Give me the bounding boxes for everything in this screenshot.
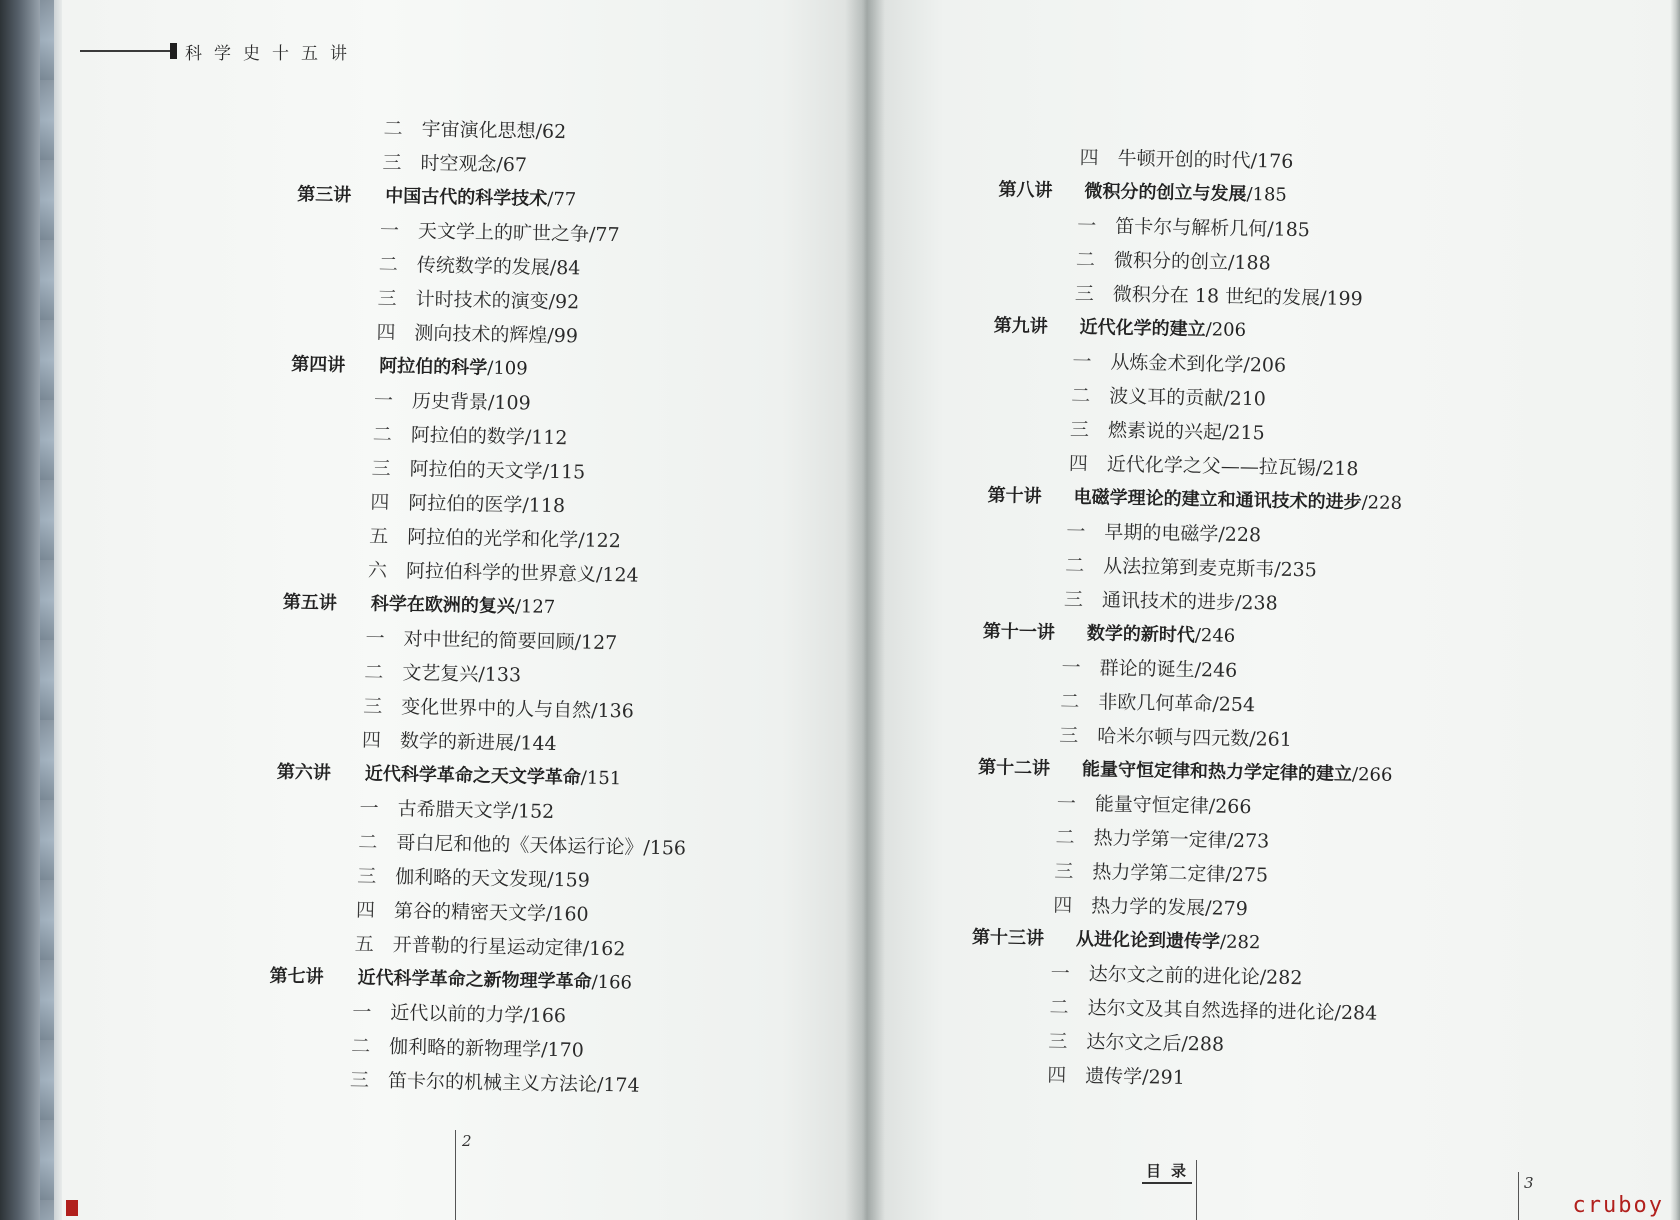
toc-section-entry xyxy=(1054,854,1269,888)
section-number: 二 xyxy=(1075,248,1096,272)
section-number: 二 xyxy=(372,423,393,446)
toc-section-entry xyxy=(371,451,586,485)
section-number: 一 xyxy=(373,389,394,412)
chapter-title-text: 从进化论到遗传学 xyxy=(1075,928,1221,953)
section-title: 对中世纪的简要回顾/127 xyxy=(403,628,618,655)
section-number: 二 xyxy=(1055,826,1075,849)
section-title: 时空观念/67 xyxy=(420,152,528,177)
chapter-title xyxy=(1084,175,1287,213)
toc-section-entry xyxy=(1072,345,1287,379)
toc-section-entry xyxy=(1077,209,1311,243)
section-title: 哈米尔顿与四元数/261 xyxy=(1096,725,1293,751)
toc-section-entry xyxy=(376,316,579,350)
toc-section-entry xyxy=(379,214,620,248)
chapter-number: 第四讲 xyxy=(291,353,346,376)
chapter-page-ref: /109 xyxy=(487,357,528,380)
toc-section-entry xyxy=(1056,786,1252,820)
section-title: 达尔文之前的进化论/282 xyxy=(1088,963,1303,990)
running-head-title: 科学史十五讲 xyxy=(185,43,359,64)
chapter-number: 第八讲 xyxy=(998,179,1053,202)
toc-section-entry xyxy=(383,112,567,146)
section-title: 达尔文之后/288 xyxy=(1086,1031,1225,1056)
section-number: 四 xyxy=(1068,452,1089,475)
section-title: 古希腊天文学/152 xyxy=(397,798,555,824)
section-number: 三 xyxy=(349,1069,370,1092)
chapter-title xyxy=(364,757,621,796)
chapter-title xyxy=(1079,311,1246,348)
section-number: 三 xyxy=(1059,724,1079,747)
section-number: 四 xyxy=(355,899,376,922)
section-title: 阿拉伯的光学和化学/122 xyxy=(406,526,622,553)
toc-chapter-entry xyxy=(276,756,622,792)
chapter-number: 第七讲 xyxy=(269,965,324,988)
toc-section-entry xyxy=(355,893,589,927)
section-title: 开普勒的行星运动定律/162 xyxy=(392,933,626,961)
section-number: 三 xyxy=(1063,588,1084,611)
chapter-title-text: 科学在欧洲的复兴 xyxy=(370,593,516,618)
footer-label-underline xyxy=(1142,1182,1192,1184)
chapter-page-ref: /166 xyxy=(591,971,633,994)
section-title: 阿拉伯科学的世界意义/124 xyxy=(405,560,639,587)
toc-section-entry xyxy=(356,859,591,893)
section-number: 二 xyxy=(358,831,378,854)
section-title: 宇宙演化思想/62 xyxy=(421,118,567,144)
toc-section-entry xyxy=(361,723,557,757)
section-number: 五 xyxy=(354,933,375,956)
section-number: 二 xyxy=(1060,690,1080,713)
toc-section-entry xyxy=(359,791,555,825)
chapter-title-text: 数学的新时代 xyxy=(1086,622,1196,647)
toc-section-entry xyxy=(1074,277,1363,311)
section-title: 数学的新进展/144 xyxy=(399,730,557,756)
section-number: 五 xyxy=(369,525,389,548)
section-number: 四 xyxy=(1052,894,1073,917)
toc-section-entry xyxy=(372,417,568,451)
section-title: 热力学第二定律/275 xyxy=(1092,861,1269,887)
section-title: 哥白尼和他的《天体运行论》/156 xyxy=(396,831,687,860)
toc-section-entry xyxy=(1071,379,1267,413)
book-edge-strip xyxy=(40,0,54,1220)
toc-section-entry xyxy=(352,995,567,1029)
section-title: 计时技术的演变/92 xyxy=(415,288,580,314)
toc-left-column xyxy=(269,110,687,1097)
section-number: 二 xyxy=(378,253,399,276)
red-edge-mark xyxy=(66,1200,78,1216)
toc-section-entry xyxy=(1050,956,1303,990)
toc-section-entry xyxy=(1068,447,1359,481)
section-number: 三 xyxy=(1048,1030,1068,1053)
section-title: 近代化学之父——拉瓦锡/218 xyxy=(1106,453,1359,481)
section-title: 第谷的精密天文学/160 xyxy=(393,899,589,926)
toc-section-entry xyxy=(1049,990,1378,1025)
chapter-number: 第五讲 xyxy=(282,591,338,614)
section-title: 文艺复兴/133 xyxy=(402,662,522,687)
chapter-title-text: 近代化学的建立 xyxy=(1079,316,1206,341)
section-number: 六 xyxy=(367,559,388,582)
section-title: 早期的电磁学/228 xyxy=(1104,521,1262,547)
toc-chapter-entry xyxy=(982,615,1236,651)
toc-section-entry xyxy=(1055,820,1270,854)
chapter-number: 第十讲 xyxy=(987,485,1042,508)
toc-section-entry xyxy=(1046,1058,1186,1092)
section-number: 四 xyxy=(1079,146,1099,170)
section-number: 二 xyxy=(1071,384,1091,408)
right-footer-rule xyxy=(1518,1172,1519,1220)
chapter-page-ref: /228 xyxy=(1361,492,1403,515)
toc-section-entry xyxy=(1060,684,1256,718)
section-title: 波义耳的贡献/210 xyxy=(1109,385,1267,411)
section-number: 一 xyxy=(1050,962,1071,985)
toc-section-entry xyxy=(1075,243,1271,277)
section-number: 四 xyxy=(370,491,390,514)
section-number: 三 xyxy=(1069,418,1090,441)
running-head xyxy=(80,40,359,62)
section-number: 四 xyxy=(361,729,382,752)
section-number: 一 xyxy=(1077,214,1097,238)
section-title: 遗传学/291 xyxy=(1084,1065,1186,1089)
section-number: 二 xyxy=(350,1035,371,1058)
left-page-number: 2 xyxy=(462,1132,472,1150)
chapter-title xyxy=(371,587,556,625)
toc-section-entry xyxy=(354,927,626,961)
toc-section-entry xyxy=(1052,888,1249,922)
section-title: 从法拉第到麦克斯韦/235 xyxy=(1103,555,1318,582)
toc-section-entry xyxy=(1079,141,1294,175)
section-number: 一 xyxy=(379,219,400,242)
chapter-number: 第三讲 xyxy=(297,183,352,206)
section-number: 三 xyxy=(1074,282,1095,306)
chapter-title-text: 阿拉伯的科学 xyxy=(379,355,488,379)
running-head-rule xyxy=(80,50,170,52)
chapter-number: 第十二讲 xyxy=(977,756,1051,780)
section-title: 天文学上的旷世之争/77 xyxy=(417,220,620,247)
section-number: 三 xyxy=(362,695,383,718)
toc-section-entry xyxy=(1069,413,1265,447)
chapter-title-text: 微积分的创立与发展 xyxy=(1084,180,1247,205)
toc-section-entry xyxy=(349,1063,640,1097)
chapter-title-text: 近代科学革命之新物理学革命 xyxy=(357,967,592,993)
watermark: cruboy xyxy=(1572,1193,1664,1218)
toc-section-entry xyxy=(350,1029,585,1063)
chapter-title xyxy=(357,961,632,1000)
left-footer-rule xyxy=(455,1130,456,1220)
chapter-number: 第十一讲 xyxy=(982,620,1056,644)
chapter-title xyxy=(1087,617,1236,654)
section-number: 一 xyxy=(365,627,385,650)
section-title: 笛卡尔的机械主义方法论/174 xyxy=(387,1069,640,1097)
book-edge-right xyxy=(1670,0,1680,1220)
toc-section-entry xyxy=(367,553,639,587)
section-title: 牛顿开创的时代/176 xyxy=(1117,147,1294,173)
toc-section-entry xyxy=(362,689,635,723)
chapter-title-text: 能量守恒定律和热力学定律的建立 xyxy=(1081,758,1353,786)
chapter-title xyxy=(385,180,577,218)
section-title: 通讯技术的进步/238 xyxy=(1101,589,1278,615)
section-number: 一 xyxy=(1061,656,1081,679)
chapter-number: 第六讲 xyxy=(276,761,332,784)
section-title: 热力学的发展/279 xyxy=(1090,895,1249,921)
toc-section-entry xyxy=(382,146,528,180)
toc-chapter-entry xyxy=(269,960,633,996)
toc-chapter-entry xyxy=(993,309,1247,345)
toc-chapter-entry xyxy=(987,479,1403,515)
chapter-title-text: 中国古代的科学技术 xyxy=(385,185,548,210)
section-title: 历史背景/109 xyxy=(411,390,531,415)
toc-section-entry xyxy=(378,248,581,282)
toc-chapter-entry xyxy=(998,173,1288,209)
section-number: 四 xyxy=(1046,1064,1067,1087)
section-title: 阿拉伯的数学/112 xyxy=(410,424,568,450)
section-number: 三 xyxy=(377,287,397,310)
toc-chapter-entry xyxy=(977,751,1393,787)
toc-chapter-entry xyxy=(282,586,556,622)
section-number: 一 xyxy=(352,1001,372,1024)
section-title: 变化世界中的人与自然/136 xyxy=(400,696,635,723)
chapter-page-ref: /246 xyxy=(1194,625,1236,647)
section-title: 达尔文及其自然选择的进化论/284 xyxy=(1087,997,1378,1025)
book-gutter xyxy=(845,0,885,1220)
toc-section-entry xyxy=(1063,583,1278,617)
chapter-number: 第十三讲 xyxy=(971,926,1045,950)
section-title: 伽利略的天文发现/159 xyxy=(394,865,591,892)
toc-section-entry xyxy=(369,519,622,553)
chapter-title-text: 电磁学理论的建立和通讯技术的进步 xyxy=(1073,486,1362,514)
toc-section-entry xyxy=(365,621,618,655)
section-title: 笛卡尔与解析几何/185 xyxy=(1115,215,1311,242)
chapter-title xyxy=(379,350,528,387)
section-number: 三 xyxy=(371,457,391,480)
section-title: 阿拉伯的医学/118 xyxy=(408,492,566,518)
toc-section-entry xyxy=(1059,718,1293,752)
section-number: 三 xyxy=(382,151,402,174)
section-number: 一 xyxy=(1056,792,1077,815)
toc-section-entry xyxy=(1048,1024,1225,1058)
toc-chapter-entry xyxy=(291,348,528,384)
toc-chapter-entry xyxy=(971,921,1261,957)
chapter-page-ref: /151 xyxy=(580,767,622,790)
section-number: 二 xyxy=(1049,996,1069,1019)
section-title: 群论的诞生/246 xyxy=(1099,657,1238,682)
section-title: 燃素说的兴起/215 xyxy=(1107,419,1265,445)
chapter-page-ref: /282 xyxy=(1219,931,1261,954)
right-page-number: 3 xyxy=(1524,1174,1534,1192)
section-number: 一 xyxy=(359,797,379,820)
section-title: 传统数学的发展/84 xyxy=(416,254,581,280)
toc-section-entry xyxy=(370,485,566,519)
chapter-page-ref: /127 xyxy=(514,596,556,618)
chapter-page-ref: /185 xyxy=(1246,183,1288,206)
section-number: 一 xyxy=(1066,520,1086,543)
running-head-marker xyxy=(170,43,177,59)
section-title: 伽利略的新物理学/170 xyxy=(388,1035,585,1062)
chapter-page-ref: /77 xyxy=(547,188,577,211)
toc-chapter-entry xyxy=(297,178,577,214)
chapter-page-ref: /206 xyxy=(1205,319,1247,341)
toc-section-entry xyxy=(364,655,522,689)
section-title: 近代以前的力学/166 xyxy=(390,1001,567,1028)
section-title: 测向技术的辉煌/99 xyxy=(414,322,579,348)
toc-section-entry xyxy=(1066,515,1262,549)
toc-section-entry xyxy=(1061,651,1238,685)
section-title: 能量守恒定律/266 xyxy=(1094,793,1252,819)
section-number: 二 xyxy=(1065,554,1085,577)
chapter-title xyxy=(1076,923,1261,961)
section-number: 二 xyxy=(364,661,384,684)
chapter-title-text: 近代科学革命之天文学革命 xyxy=(364,763,581,789)
section-title: 热力学第一定律/273 xyxy=(1093,827,1270,853)
toc-section-entry xyxy=(377,282,580,316)
section-title: 微积分的创立/188 xyxy=(1113,249,1271,275)
section-title: 非欧几何革命/254 xyxy=(1098,691,1256,717)
section-number: 三 xyxy=(356,865,377,888)
section-title: 微积分在 18 世纪的发展/199 xyxy=(1112,283,1363,311)
section-number: 三 xyxy=(1054,860,1074,883)
section-title: 从炼金术到化学/206 xyxy=(1110,351,1287,377)
section-number: 四 xyxy=(376,321,396,344)
section-number: 二 xyxy=(383,117,403,140)
section-title: 阿拉伯的天文学/115 xyxy=(409,458,586,484)
toc-section-entry xyxy=(358,825,687,860)
section-number: 一 xyxy=(1072,350,1092,374)
chapter-page-ref: /266 xyxy=(1351,764,1393,786)
chapter-number: 第九讲 xyxy=(993,315,1048,338)
toc-section-entry xyxy=(373,383,531,417)
toc-section-entry xyxy=(1065,549,1318,583)
footer-section-label: 目录 xyxy=(1146,1162,1197,1180)
footer-divider xyxy=(1196,1160,1197,1220)
